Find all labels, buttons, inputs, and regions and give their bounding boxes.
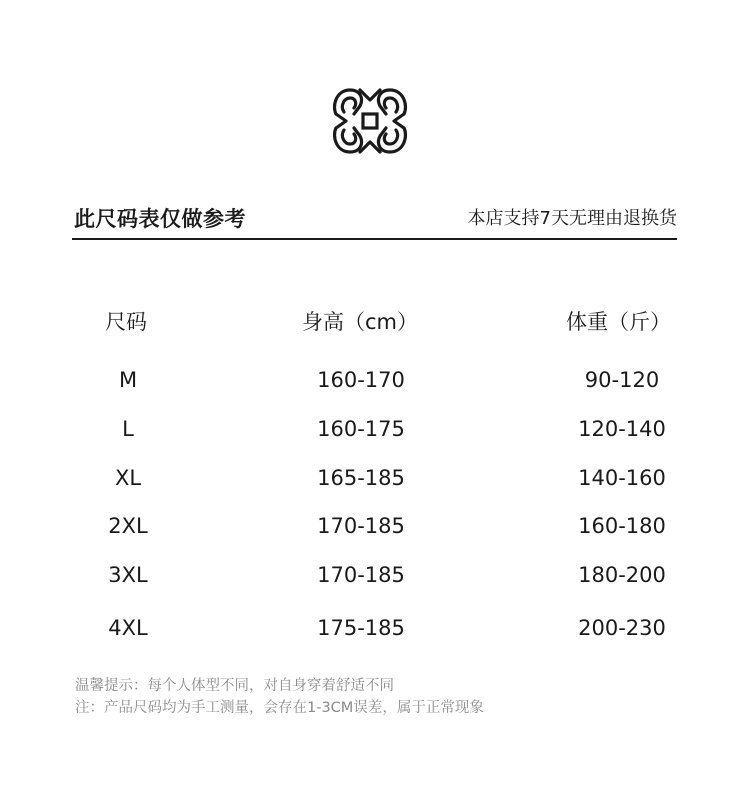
cell-weight: 140-160 xyxy=(578,466,666,490)
table-row xyxy=(0,563,750,593)
cell-size: 2XL xyxy=(108,514,148,538)
return-policy-text: 本店支持7天无理由退换货 xyxy=(467,208,677,229)
cell-weight: 200-230 xyxy=(578,616,666,640)
cell-weight: 180-200 xyxy=(578,563,666,587)
cell-size: 3XL xyxy=(108,563,148,587)
table-row xyxy=(0,466,750,496)
cell-size: L xyxy=(122,417,134,441)
cell-height: 165-185 xyxy=(317,466,405,490)
table-row xyxy=(0,514,750,544)
column-header-height: 身高（cm） xyxy=(302,310,419,334)
cell-height: 160-170 xyxy=(317,368,405,392)
cell-weight: 120-140 xyxy=(578,417,666,441)
notes xyxy=(75,675,484,719)
cell-size: XL xyxy=(114,466,142,490)
cell-size: 4XL xyxy=(108,616,148,640)
column-header-size: 尺码 xyxy=(105,310,147,334)
cell-weight: 90-120 xyxy=(584,368,660,392)
table-row xyxy=(0,417,750,447)
cell-height: 160-175 xyxy=(317,417,405,441)
table-row xyxy=(0,616,750,646)
table-row xyxy=(0,368,750,398)
cell-size: M xyxy=(118,368,138,392)
cell-height: 175-185 xyxy=(317,616,405,640)
page-title: 此尺码表仅做参考 xyxy=(74,207,246,231)
size-chart-header xyxy=(72,200,677,240)
tip-note: 温馨提示：每个人体型不同，对自身穿着舒适不同 xyxy=(75,678,394,694)
measurement-note: 注：产品尺码均为手工测量，会存在1-3CM误差，属于正常现象 xyxy=(75,700,484,716)
cell-height: 170-185 xyxy=(317,514,405,538)
brand-knot-logo-icon xyxy=(330,84,410,158)
column-header-weight: 体重（斤） xyxy=(566,310,671,334)
cell-weight: 160-180 xyxy=(578,514,666,538)
cell-height: 170-185 xyxy=(317,563,405,587)
